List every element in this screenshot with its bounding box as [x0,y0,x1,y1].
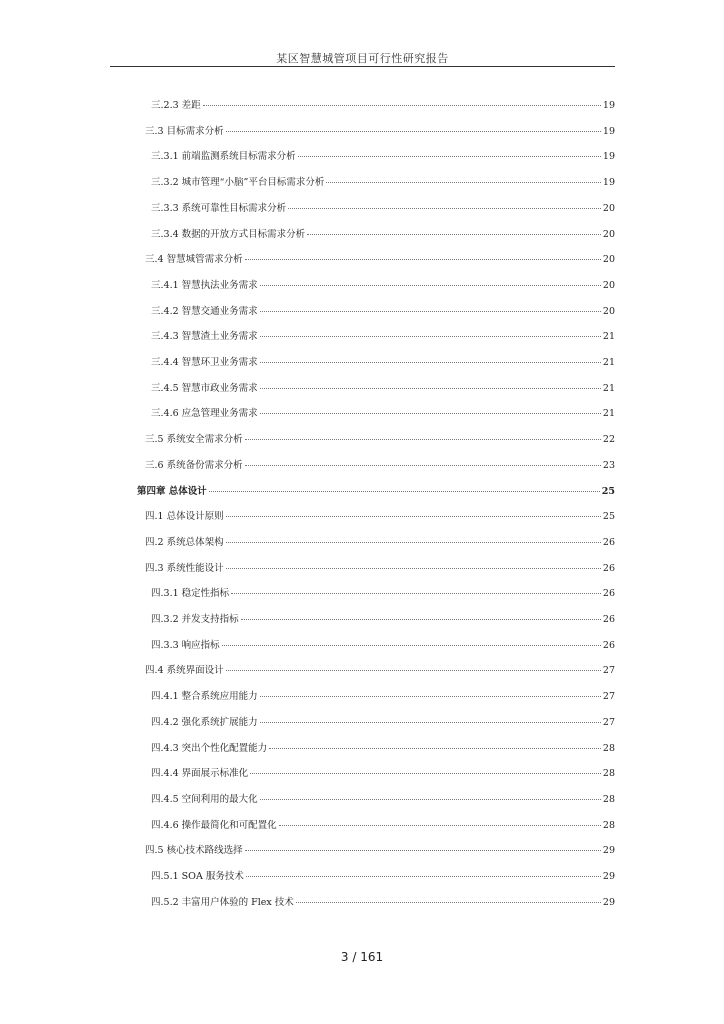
toc-entry-label: 三.4.4 智慧环卫业务需求 [151,357,258,368]
toc-entry[interactable] [151,151,615,163]
toc-entry-page: 19 [602,177,615,189]
toc-entry-label: 第四章 总体设计 [137,485,207,497]
toc-chapter-entry[interactable] [137,486,615,498]
toc-entry-page: 28 [602,742,615,754]
toc-entry[interactable] [151,280,615,292]
dot-leader [222,645,601,646]
dot-leader [226,670,601,671]
dot-leader [307,234,601,235]
toc-entry-page: 29 [602,871,615,882]
toc-entry-page: 20 [602,228,615,240]
toc-entry[interactable] [151,306,615,318]
toc-entry-label: 四.3.3 响应指标 [151,639,220,651]
toc-entry-page: 28 [602,768,615,780]
toc-entry-label: 三.2.3 差距 [151,100,201,111]
dot-leader [231,593,601,594]
toc-entry[interactable] [151,768,615,780]
dot-leader [203,105,601,106]
toc-entry-page: 26 [602,639,615,651]
toc-entry-page: 22 [602,434,615,446]
toc-entry-label: 四.1 总体设计原则 [145,511,224,523]
dot-leader [279,825,601,826]
toc-entry[interactable] [151,331,615,343]
toc-entry-label: 三.4.6 应急管理业务需求 [151,408,258,420]
toc-entry[interactable] [145,665,615,677]
toc-entry-page: 20 [602,305,615,317]
toc-entry-label: 三.4.2 智慧交通业务需求 [151,305,258,317]
toc-entry-page: 28 [602,819,615,831]
toc-entry-page: 21 [602,408,615,420]
toc-entry-label: 四.4.2 强化系统扩展能力 [151,716,258,728]
toc-entry-page: 26 [602,588,615,600]
toc-entry-page: 19 [602,100,615,111]
toc-entry[interactable] [151,383,615,395]
dot-leader [298,156,601,157]
toc-entry-label: 四.3 系统性能设计 [145,562,224,574]
dot-leader [260,362,601,363]
toc-entry-page: 19 [602,125,615,137]
toc-entry[interactable] [145,434,615,446]
toc-entry-page: 27 [602,691,615,703]
toc-entry[interactable] [151,614,615,626]
dot-leader [245,259,601,260]
dot-leader [226,568,601,569]
dot-leader [260,285,601,286]
toc-entry-label: 三.5 系统安全需求分析 [145,434,243,446]
dot-leader [241,619,601,620]
toc-entry[interactable] [145,511,615,523]
toc-entry-page: 23 [602,459,615,471]
toc-entry-page: 26 [602,614,615,625]
toc-entry-label: 四.5.1 SOA 服务技术 [151,871,244,882]
toc-entry-page: 21 [602,331,615,343]
dot-leader [269,748,601,749]
dot-leader [250,773,601,774]
toc-entry-page: 29 [602,845,615,857]
toc-entry-page: 29 [602,896,615,908]
toc-entry-page: 26 [602,562,615,574]
toc-entry-label: 四.4.1 整合系统应用能力 [151,691,258,703]
toc-entry[interactable] [151,588,615,600]
dot-leader [260,696,601,697]
toc-entry[interactable] [151,100,615,112]
toc-entry-label: 三.3.1 前端监测系统目标需求分析 [151,151,296,163]
toc-entry-label: 四.2 系统总体架构 [145,536,224,548]
dot-leader [260,336,601,337]
toc-entry-page: 20 [602,254,615,266]
toc-entry[interactable] [145,460,615,472]
toc-entry-label: 四.4 系统界面设计 [145,665,224,677]
toc-entry[interactable] [151,691,615,703]
toc-entry[interactable] [151,743,615,755]
toc-entry[interactable] [145,537,615,549]
dot-leader [260,311,601,312]
dot-leader [260,799,601,800]
toc-entry-page: 28 [602,793,615,805]
toc-entry-label: 三.3.4 数据的开放方式目标需求分析 [151,228,306,240]
toc-entry-label: 三.6 系统备份需求分析 [145,459,243,471]
toc-entry-page: 20 [602,202,615,214]
dot-leader [260,388,601,389]
toc-entry-page: 19 [602,151,615,163]
toc-entry[interactable] [151,717,615,729]
toc-entry-page: 21 [602,357,615,368]
toc-entry-label: 三.4.5 智慧市政业务需求 [151,382,258,394]
toc-entry-page: 26 [602,536,615,548]
toc-entry-page: 25 [601,485,615,497]
running-header: 某区智慧城管项目可行性研究报告 [276,52,449,65]
dot-leader [245,439,601,440]
toc-entry-label: 四.4.5 空间利用的最大化 [151,793,258,805]
toc-entry-label: 三.4.3 智慧渣土业务需求 [151,331,258,343]
dot-leader [245,465,601,466]
toc-entry[interactable] [145,563,615,575]
toc-entry-label: 三.4.1 智慧执法业务需求 [151,279,258,291]
toc-entry-label: 四.4.6 操作最简化和可配置化 [151,819,277,831]
toc-entry-page: 27 [602,716,615,728]
dot-leader [209,491,600,492]
toc-entry[interactable] [151,871,615,883]
page-indicator: 3 / 161 [340,950,384,964]
toc-entry-label: 三.3 目标需求分析 [145,125,224,137]
toc-entry[interactable] [151,820,615,832]
toc-entry-label: 四.4.3 突出个性化配置能力 [151,742,268,754]
toc-entry[interactable] [151,229,615,241]
dot-leader [296,902,601,903]
dot-leader [226,516,601,517]
toc-entry[interactable] [145,845,615,857]
toc-entry[interactable] [145,126,615,138]
toc-entry[interactable] [151,640,615,652]
dot-leader [246,876,601,877]
toc-entry[interactable] [151,794,615,806]
toc-entry[interactable] [151,357,615,369]
dot-leader [226,131,601,132]
toc-entry[interactable] [145,254,615,266]
toc-entry-page: 25 [602,511,615,523]
dot-leader [226,542,601,543]
toc-entry-label: 三.3.2 城市管理“小脑”平台目标需求分析 [151,177,325,189]
dot-leader [288,208,601,209]
dot-leader [260,413,601,414]
toc-entry[interactable] [151,408,615,420]
toc-entry-page: 20 [602,279,615,291]
toc-entry[interactable] [151,203,615,215]
toc-entry-label: 四.5.2 丰富用户体验的 Flex 技术 [151,896,294,908]
toc-entry[interactable] [151,177,615,189]
toc-entry-label: 四.4.4 界面展示标准化 [151,768,249,780]
toc-entry[interactable] [151,897,615,909]
toc-entry-label: 三.3.3 系统可靠性目标需求分析 [151,202,287,214]
toc-entry-label: 四.3.2 并发支持指标 [151,614,239,625]
toc-entry-page: 27 [602,665,615,677]
dot-leader [260,722,601,723]
dot-leader [245,850,601,851]
toc-entry-label: 四.5 核心技术路线选择 [145,845,243,857]
header-rule [110,66,615,67]
toc-entry-label: 三.4 智慧城管需求分析 [145,254,243,266]
dot-leader [326,182,601,183]
toc-entry-label: 四.3.1 稳定性指标 [151,588,230,600]
toc-entry-page: 21 [602,382,615,394]
